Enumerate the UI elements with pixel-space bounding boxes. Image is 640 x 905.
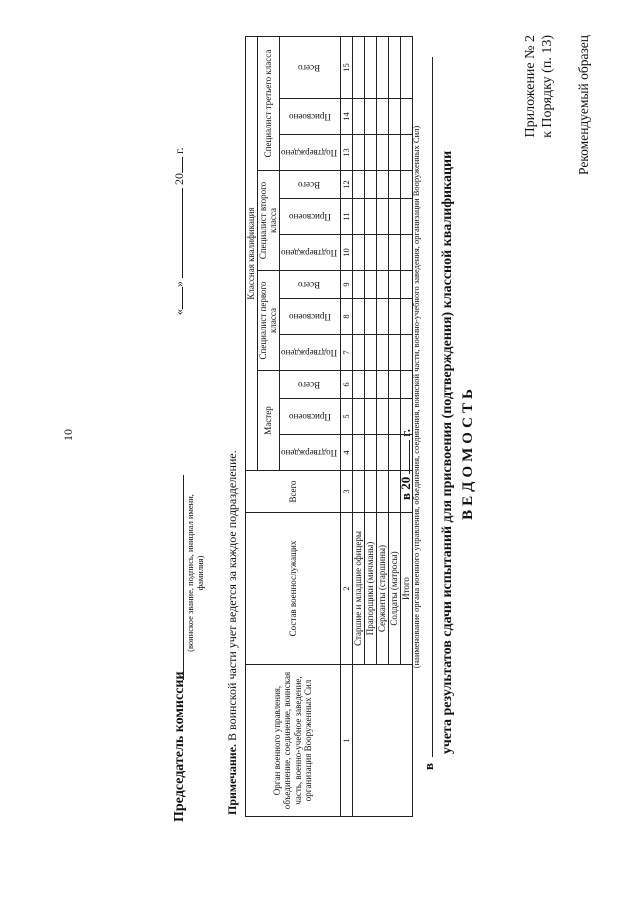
- col-number: 2: [340, 513, 352, 665]
- note-label: Примечание.: [225, 743, 239, 815]
- page-number: 10: [61, 429, 75, 441]
- date-close-quote: »: [172, 281, 186, 287]
- col-number: 14: [340, 99, 352, 135]
- report-table: [245, 36, 413, 817]
- date-year-suffix: г.: [172, 147, 186, 154]
- col-number: 5: [340, 399, 352, 435]
- col-number: 10: [340, 235, 352, 271]
- row-label-warrant-officers: Прапорщики (мичманы): [364, 513, 376, 665]
- sub-header-total: Всего: [279, 371, 340, 399]
- row-label-soldiers: Солдаты (матросы): [388, 513, 400, 665]
- col-number: 3: [340, 471, 352, 513]
- sub-header-assigned: Присвоено: [279, 399, 340, 435]
- header-master: Мастер: [257, 371, 279, 471]
- col-number: 7: [340, 335, 352, 371]
- date-year-prefix: 20: [172, 173, 186, 185]
- header-specialist-2: Специалист второго класса: [257, 171, 279, 271]
- sample-label: Рекомендуемый образец: [576, 35, 591, 176]
- col-number: 12: [340, 171, 352, 199]
- document-subtitle: учета результатов сдачи испытаний для присвоения (подтверждения) классной квалификации: [440, 150, 455, 755]
- row-label-total: Итого: [400, 513, 412, 665]
- chair-label: Председатель комиссии: [172, 671, 187, 822]
- day-blank: [182, 287, 183, 309]
- sub-header-confirmed: Подтверждено: [279, 135, 340, 171]
- sub-header-assigned: Присвоено: [279, 199, 340, 235]
- row-label-sergeants: Сержанты (старшины): [376, 513, 388, 665]
- appendix-reference: [522, 35, 556, 215]
- sub-header-assigned: Присвоено: [279, 99, 340, 135]
- col-number: 6: [340, 371, 352, 399]
- header-staff: Состав военнослужащих: [246, 513, 341, 665]
- location-fill-line: [432, 57, 433, 757]
- header-org: Орган военного управления, объединение, соединение, воинская часть, военно-учебное заведение, организация Вооруженных Сил: [246, 665, 341, 817]
- col-number: 8: [340, 299, 352, 335]
- col-number: 9: [340, 271, 352, 299]
- header-total: Всего: [246, 471, 341, 513]
- header-specialist-3: Специалист третьего класса: [257, 36, 279, 170]
- table-row: [352, 36, 364, 816]
- date-year-blank: [182, 157, 183, 173]
- col-number: 13: [340, 135, 352, 171]
- header-specialist-1: Специалист первого класса: [257, 271, 279, 371]
- col-number: 1: [340, 665, 352, 817]
- month-blank: [182, 188, 183, 278]
- row-label-officers: Старшие и младшие офицеры: [352, 513, 364, 665]
- sub-header-confirmed: Подтверждено: [279, 435, 340, 471]
- col-number: 4: [340, 435, 352, 471]
- chair-caption: (воинское звание, подпись, инициал имени, фамилия): [185, 494, 205, 652]
- note-text: В воинской части учет ведется за каждое подразделение.: [225, 450, 239, 744]
- header-class-qualification: Классная квалификация: [246, 36, 258, 470]
- sub-header-total: Всего: [279, 36, 340, 98]
- sub-header-confirmed: Подтверждено: [279, 235, 340, 271]
- org-cell: [352, 665, 412, 817]
- appendix-line-1: Приложение № 2: [523, 35, 538, 138]
- sub-header-confirmed: Подтверждено: [279, 335, 340, 371]
- document-title: ВЕДОМОСТЬ: [460, 385, 476, 520]
- chair-signature-line: [183, 475, 184, 680]
- note: [225, 450, 240, 815]
- year-suffix: г.: [398, 429, 413, 437]
- col-number: 11: [340, 199, 352, 235]
- location-prefix: в: [421, 762, 436, 770]
- sub-header-total: Всего: [279, 271, 340, 299]
- location-caption: (наименование органа военного управления, объединения, соединения, воинской части, военно-учебного заведения, организации Вооруженных Сил): [411, 125, 421, 669]
- date-open-quote: «: [172, 309, 186, 315]
- appendix-line-2: к Порядку (п. 13): [540, 35, 555, 138]
- sub-header-assigned: Присвоено: [279, 299, 340, 335]
- date-line: [172, 147, 187, 315]
- year-prefix: в 20: [398, 476, 413, 500]
- col-number: 15: [340, 36, 352, 98]
- sub-header-total: Всего: [279, 171, 340, 199]
